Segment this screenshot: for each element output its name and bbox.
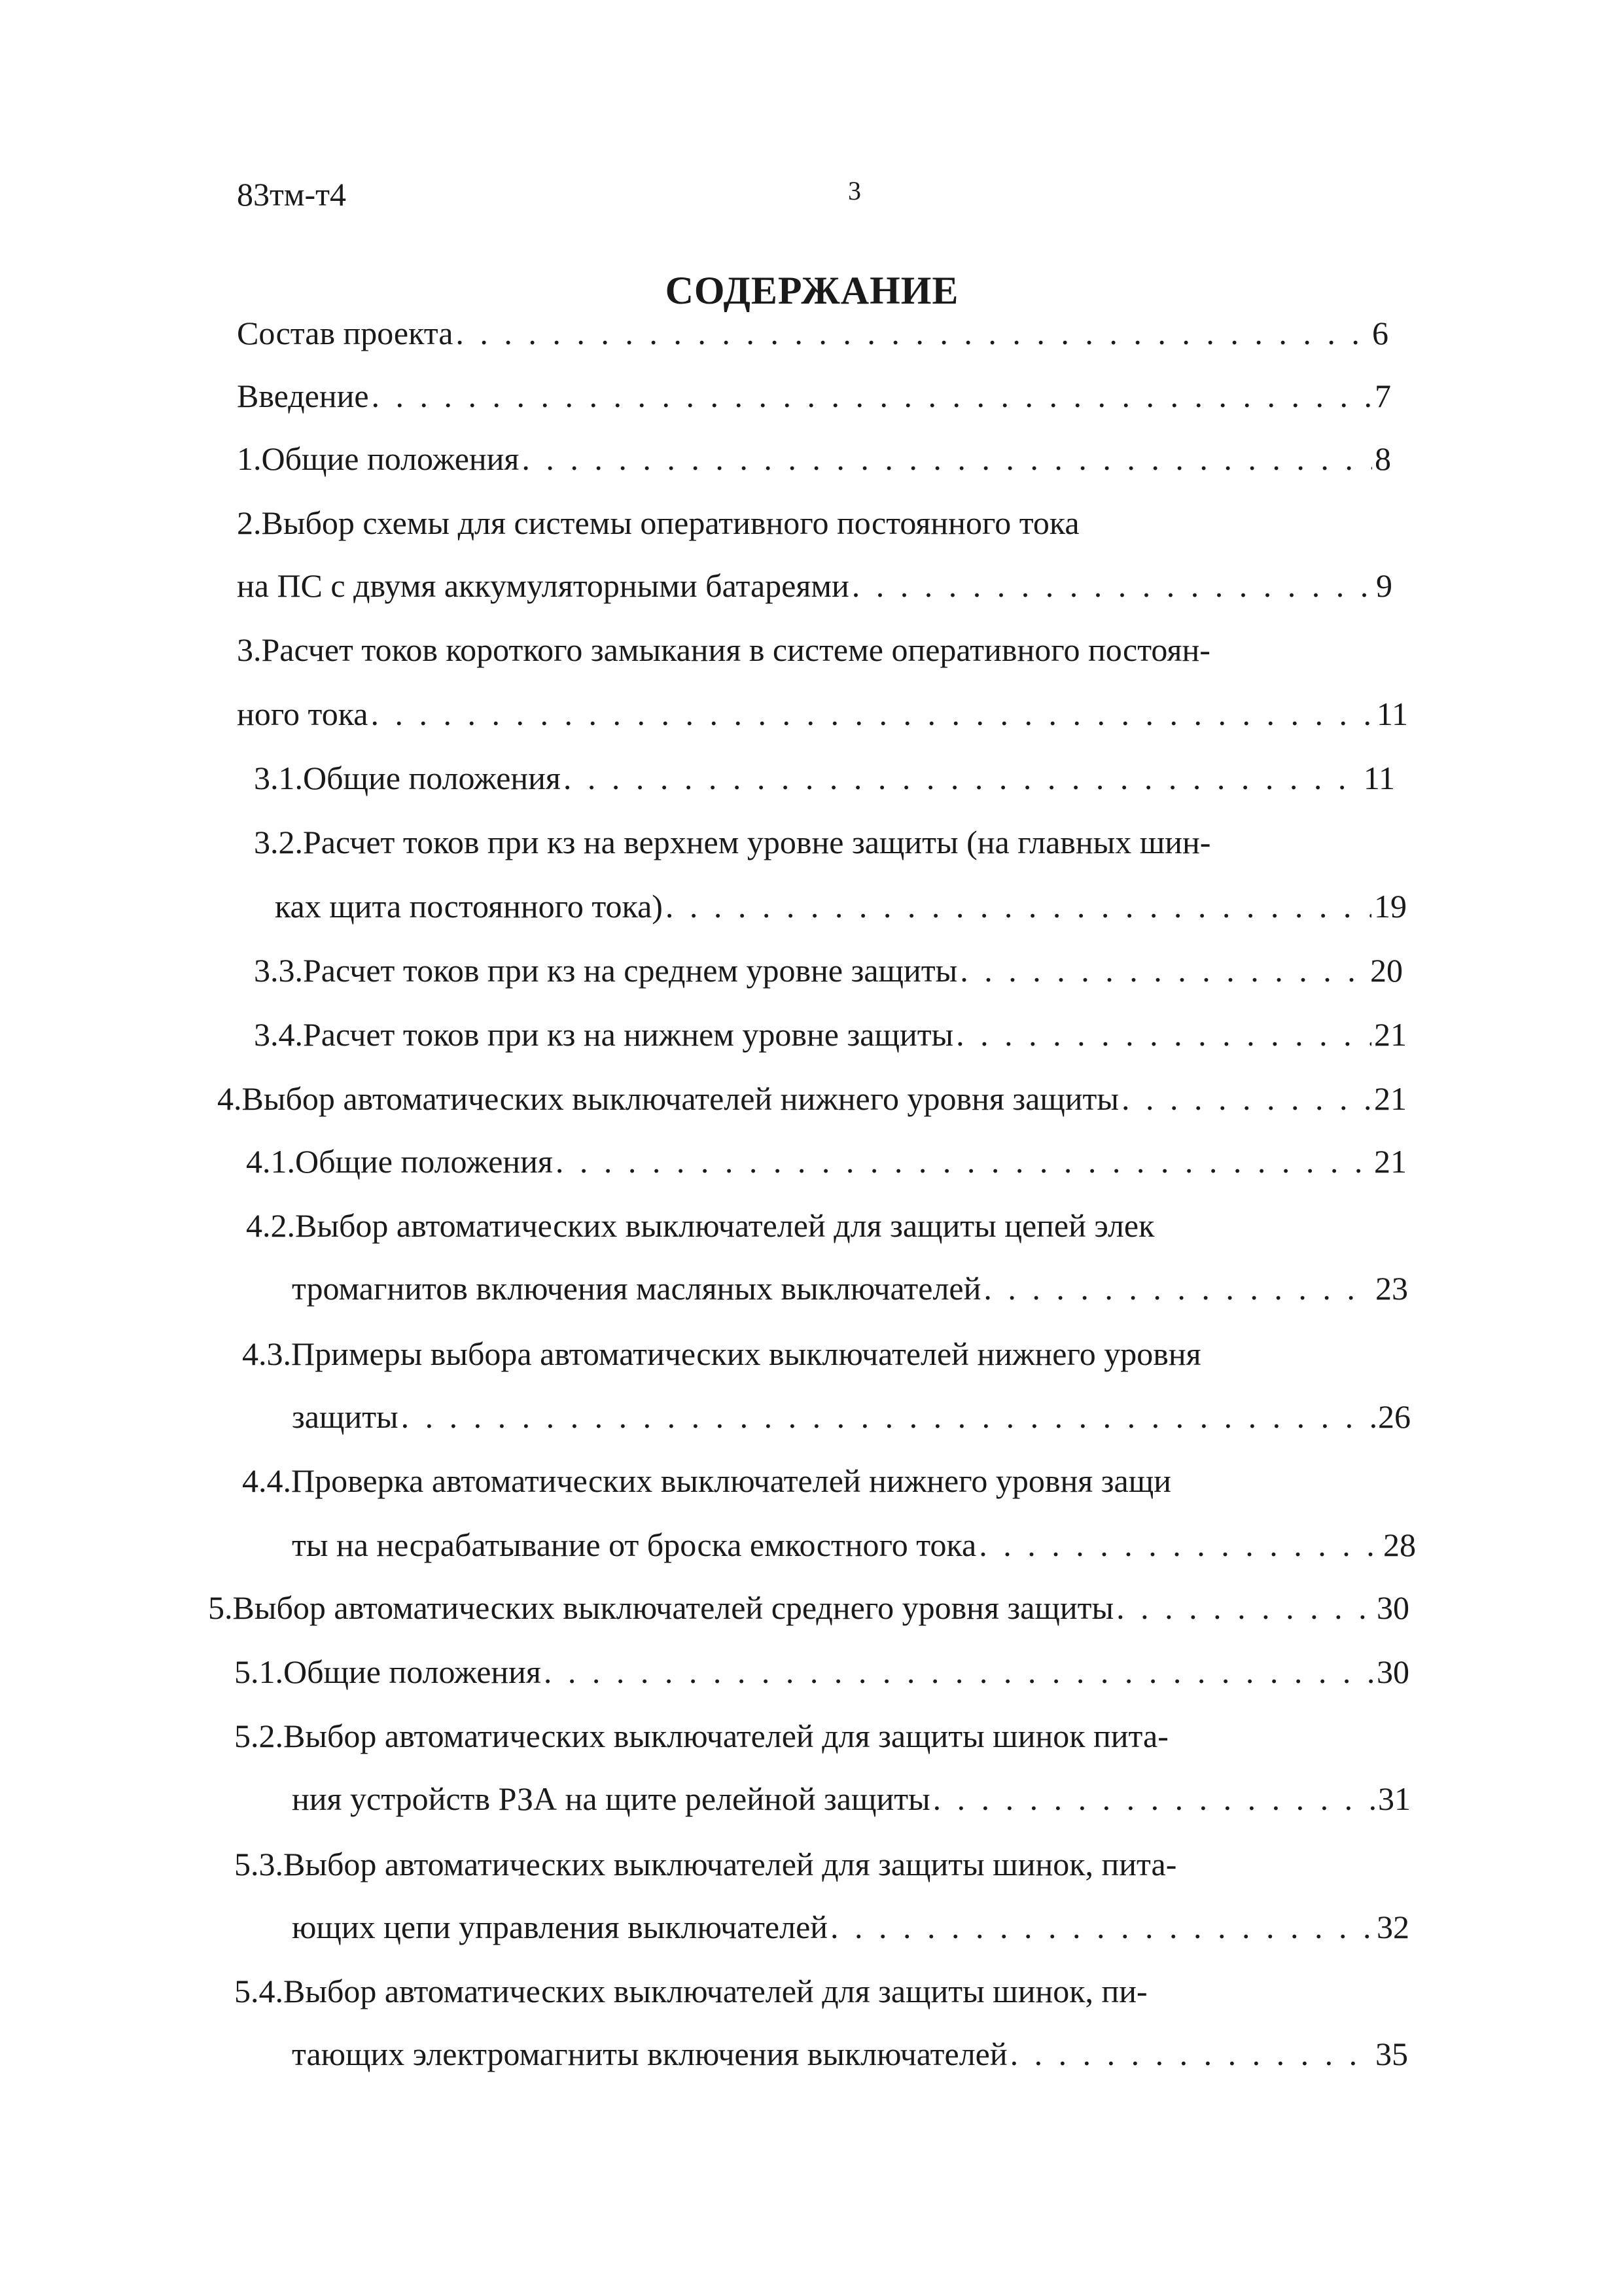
toc-entry-page: 23 bbox=[1375, 1270, 1408, 1307]
toc-entry-text: 2.Выбор схемы для системы оперативного постоянного тока bbox=[237, 504, 1080, 541]
toc-entry bbox=[237, 684, 1408, 743]
toc-entry bbox=[242, 1451, 1413, 1510]
dot-leader bbox=[521, 429, 1372, 488]
toc-entry-text: 5.2.Выбор автоматических выключателей для защиты шинок пита- bbox=[234, 1718, 1169, 1754]
toc-entry bbox=[242, 1324, 1413, 1383]
toc-entry-page: 32 bbox=[1377, 1909, 1409, 1945]
toc-entry bbox=[234, 1962, 1405, 2021]
dot-leader bbox=[830, 1898, 1374, 1956]
toc-entry bbox=[237, 620, 1421, 679]
toc-entry-page: 19 bbox=[1374, 888, 1407, 925]
toc-entry bbox=[254, 1005, 1407, 1064]
toc-entry-page: 26 bbox=[1378, 1398, 1411, 1435]
doc-code: 83тм-т4 bbox=[237, 176, 346, 213]
toc-entry-text: 3.3.Расчет токов при кз на среднем уровне защиты bbox=[254, 952, 958, 989]
toc-entry-text: 5.3.Выбор автоматических выключателей для защиты шинок, пита- bbox=[234, 1846, 1177, 1882]
toc-entry bbox=[292, 1769, 1411, 1828]
toc-entry-page: 7 bbox=[1375, 378, 1391, 414]
dot-leader bbox=[665, 877, 1371, 936]
toc-entry-text: 3.2.Расчет токов при кз на верхнем уровне защиты (на главных шин- bbox=[254, 824, 1211, 860]
toc-entry bbox=[246, 1132, 1407, 1191]
toc-entry bbox=[254, 941, 1403, 1000]
dot-leader bbox=[556, 1132, 1371, 1191]
toc-entry-text: ющих цепи управления выключателей bbox=[292, 1909, 828, 1945]
dot-leader bbox=[852, 556, 1373, 615]
dot-leader bbox=[1010, 2024, 1373, 2083]
toc-entry-text: 3.1.Общие положения bbox=[254, 760, 561, 796]
toc-entry bbox=[254, 749, 1395, 807]
dot-leader bbox=[563, 749, 1361, 807]
toc-entry-text: 1.Общие положения bbox=[237, 440, 520, 477]
toc-entry-text: 5.Выбор автоматических выключателей среднего уровня защиты bbox=[208, 1589, 1114, 1626]
toc-entry-page: 21 bbox=[1374, 1080, 1407, 1117]
toc-entry-text: 3.4.Расчет токов при кз на нижнем уровне защиты bbox=[254, 1016, 954, 1053]
toc-entry-text: ты на несрабатывание от броска емкостного тока bbox=[292, 1527, 977, 1563]
toc-entry-text: 4.Выбор автоматических выключателей нижнего уровня защиты bbox=[217, 1080, 1119, 1117]
toc-entry bbox=[292, 1898, 1409, 1956]
toc-entry-page: 21 bbox=[1374, 1016, 1407, 1053]
dot-leader bbox=[1121, 1069, 1371, 1128]
toc-entry bbox=[246, 1196, 1411, 1255]
toc-entry bbox=[292, 1387, 1411, 1446]
toc-entry-page: 30 bbox=[1377, 1589, 1409, 1626]
toc-entry bbox=[292, 2024, 1408, 2083]
toc-entry-text: Введение bbox=[237, 378, 369, 414]
toc-entry-text: ках щита постоянного тока) bbox=[275, 888, 663, 925]
toc-entry-text: 3.Расчет токов короткого замыкания в системе оперативного постоян- bbox=[237, 631, 1210, 668]
toc-entry-text: Состав проекта bbox=[237, 315, 453, 351]
toc-entry-text: 5.4.Выбор автоматических выключателей для защиты шинок, пи- bbox=[234, 1973, 1148, 2009]
dot-leader bbox=[933, 1769, 1375, 1828]
toc-entry-page: 31 bbox=[1378, 1780, 1411, 1817]
toc-entry bbox=[275, 877, 1407, 936]
toc-title: СОДЕРЖАНИЕ bbox=[665, 269, 959, 312]
toc-entry bbox=[237, 493, 1391, 552]
toc-entry bbox=[234, 1706, 1405, 1765]
toc-entry-page: 35 bbox=[1375, 2036, 1408, 2072]
dot-leader bbox=[1116, 1578, 1374, 1637]
toc-entry-text: ния устройств РЗА на щите релейной защиты bbox=[292, 1780, 930, 1817]
toc-entry bbox=[254, 813, 1425, 872]
toc-entry-page: 21 bbox=[1374, 1143, 1407, 1180]
toc-entry-text: 4.3.Примеры выбора автоматических выключателей нижнего уровня bbox=[242, 1335, 1201, 1372]
toc-entry bbox=[208, 1578, 1409, 1637]
toc-entry-text: 4.1.Общие положения bbox=[246, 1143, 553, 1180]
page-number: 3 bbox=[848, 176, 861, 205]
dot-leader bbox=[544, 1642, 1374, 1701]
toc-entry-page: 6 bbox=[1372, 315, 1388, 351]
toc-entry bbox=[237, 366, 1391, 425]
toc-entry-text: защиты bbox=[292, 1398, 398, 1435]
toc-entry-text: ного тока bbox=[237, 696, 368, 732]
toc-entry bbox=[237, 429, 1391, 488]
toc-entry-page: 20 bbox=[1370, 952, 1403, 989]
toc-entry bbox=[217, 1069, 1407, 1128]
toc-entry-page: 8 bbox=[1375, 440, 1391, 477]
toc-entry-page: 9 bbox=[1376, 567, 1392, 604]
dot-leader bbox=[401, 1387, 1375, 1446]
toc-entry-text: 4.2.Выбор автоматических выключателей для защиты цепей элек bbox=[246, 1207, 1155, 1244]
toc-entry-text: на ПС с двумя аккумуляторными батареями bbox=[237, 567, 849, 604]
toc-entry-page: 11 bbox=[1376, 696, 1408, 732]
toc-entry bbox=[237, 556, 1392, 615]
dot-leader bbox=[979, 1515, 1381, 1574]
dot-leader bbox=[956, 1005, 1371, 1064]
dot-leader bbox=[370, 684, 1373, 743]
dot-leader bbox=[983, 1259, 1373, 1318]
toc-entry-page: 30 bbox=[1377, 1653, 1409, 1690]
toc-entry bbox=[237, 304, 1388, 362]
dot-leader bbox=[455, 304, 1369, 362]
toc-entry bbox=[292, 1515, 1416, 1574]
toc-entry-text: тромагнитов включения масляных выключателей bbox=[292, 1270, 981, 1307]
dot-leader bbox=[372, 366, 1372, 425]
toc-entry-text: 4.4.Проверка автоматических выключателей нижнего уровня защи bbox=[242, 1462, 1171, 1499]
toc-entry-text: тающих электромагниты включения выключателей bbox=[292, 2036, 1008, 2072]
toc-entry-page: 28 bbox=[1383, 1527, 1416, 1563]
toc-entry bbox=[234, 1835, 1405, 1894]
toc-entry-text: 5.1.Общие положения bbox=[234, 1653, 541, 1690]
dot-leader bbox=[960, 941, 1368, 1000]
toc-entry bbox=[292, 1259, 1408, 1318]
toc-entry bbox=[234, 1642, 1409, 1701]
toc-entry-page: 11 bbox=[1363, 760, 1395, 796]
